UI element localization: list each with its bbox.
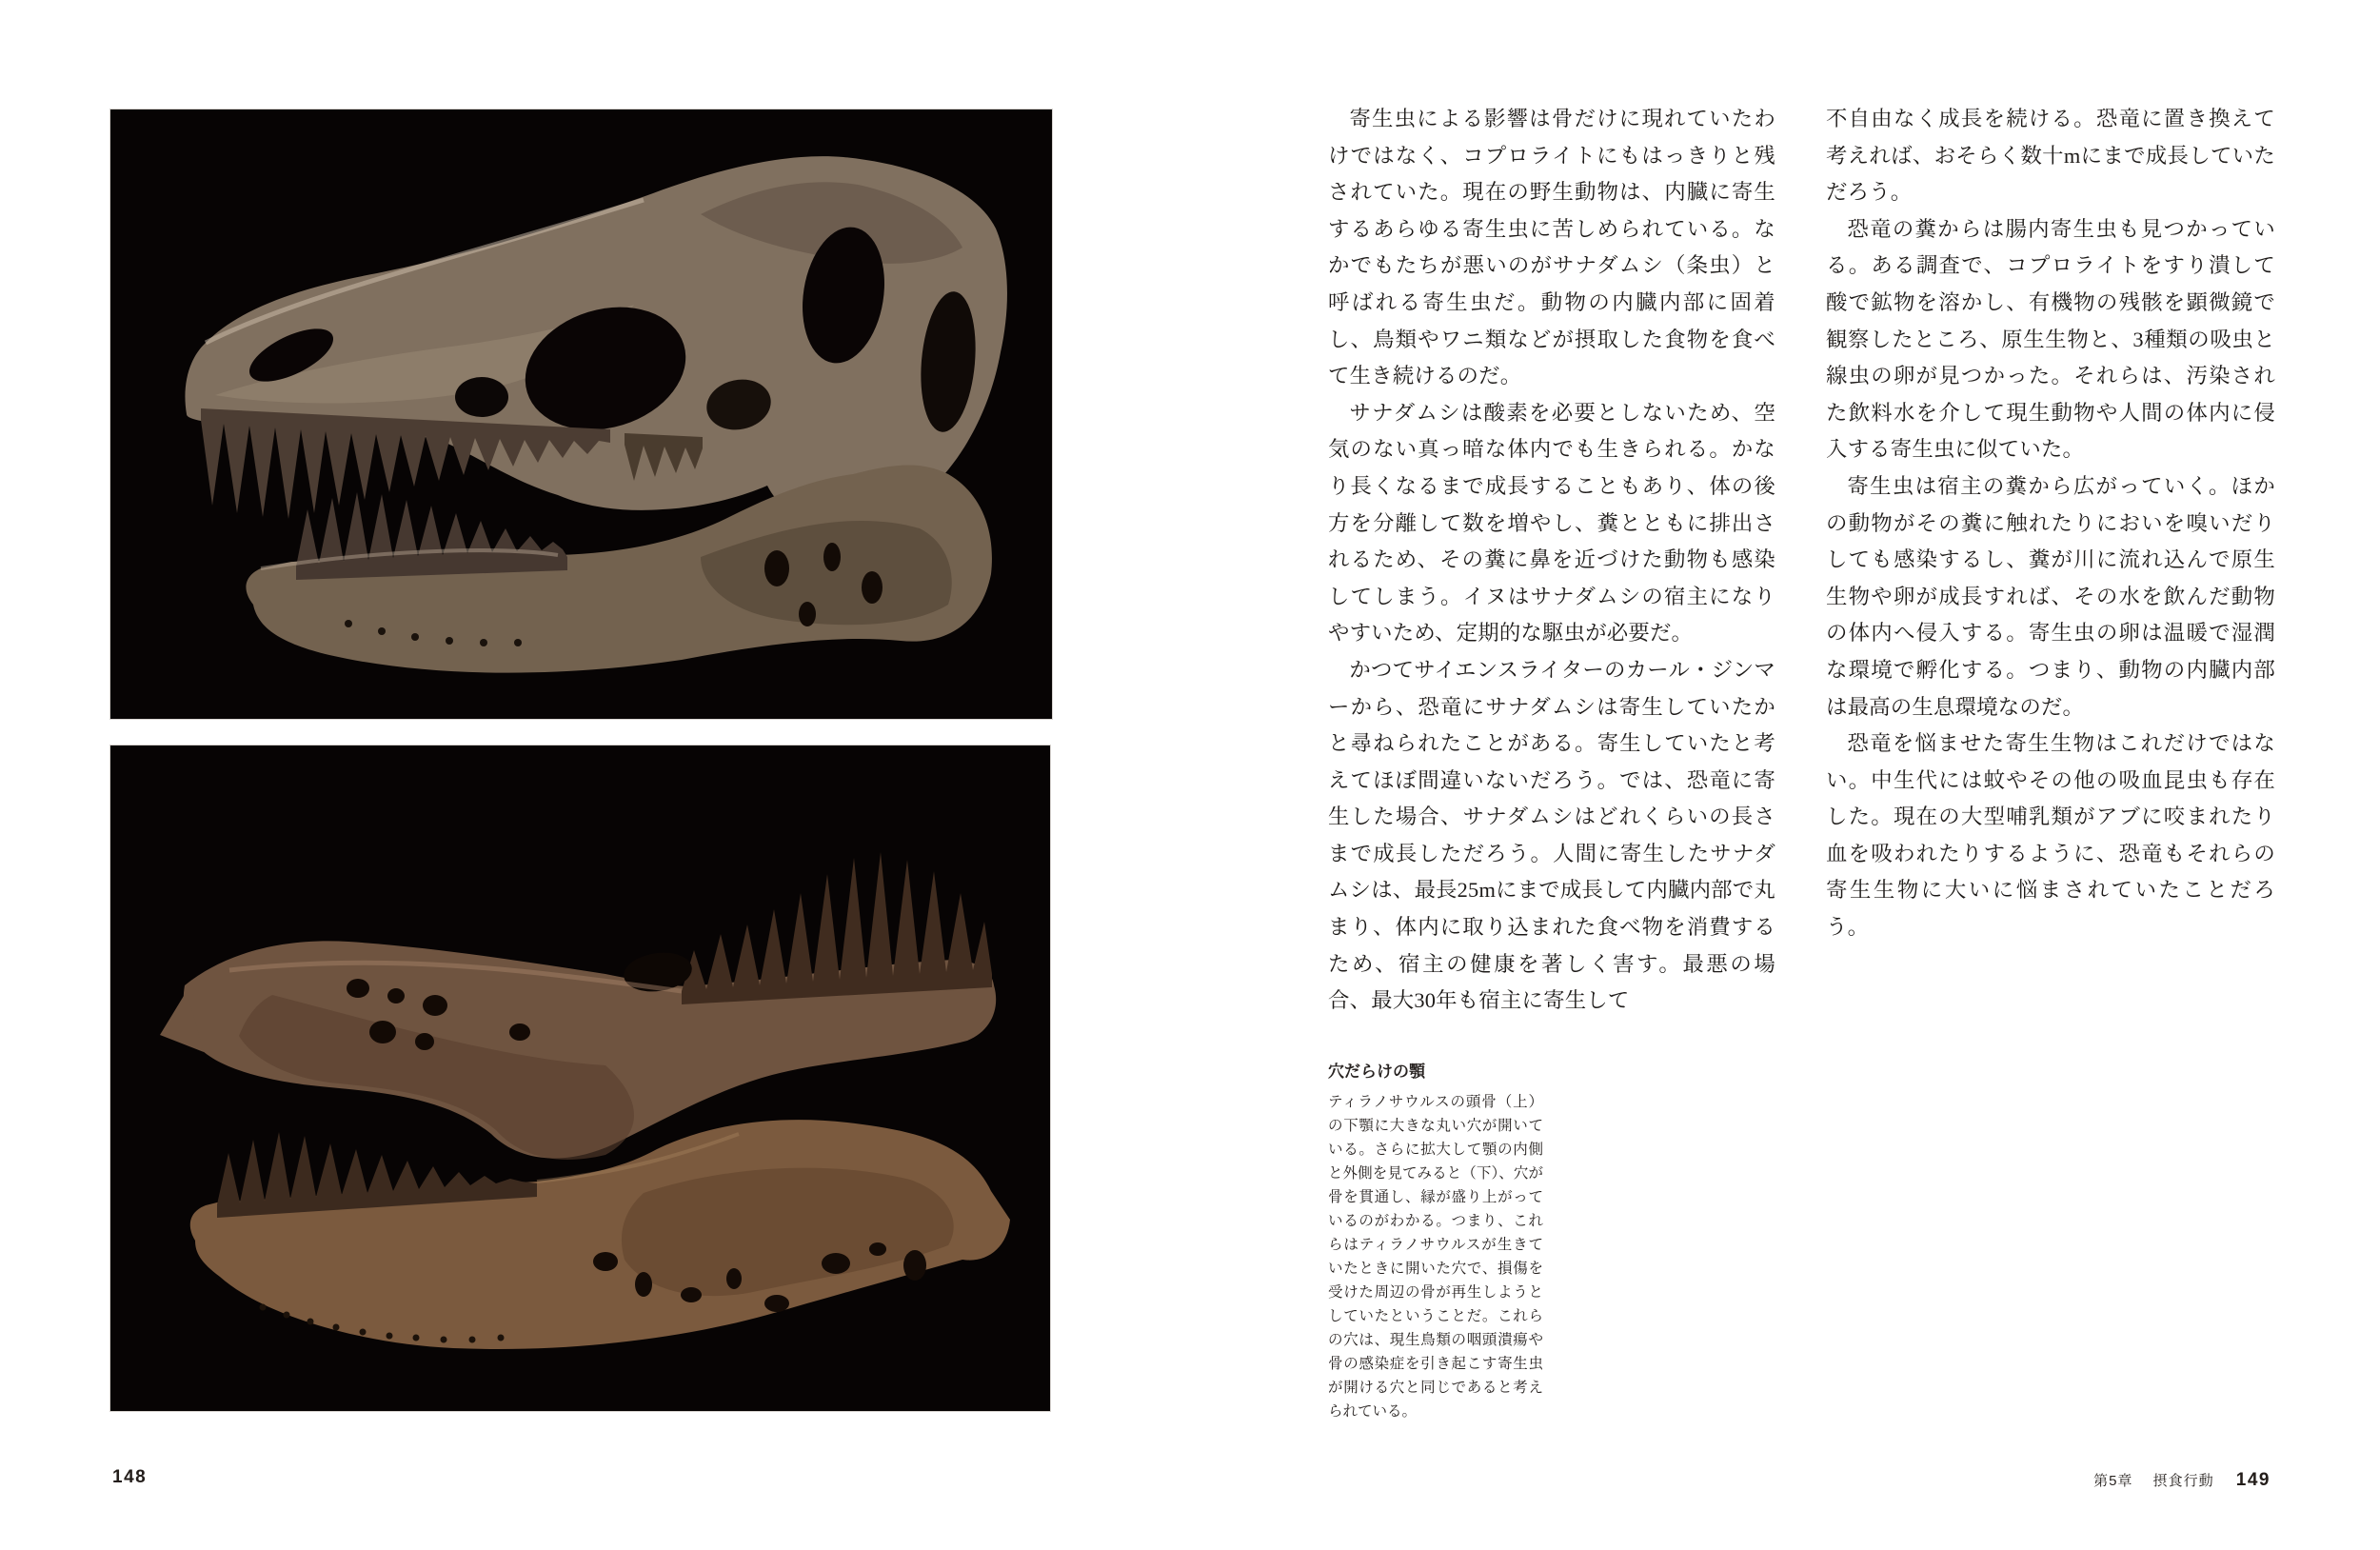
body-paragraph: かつてサイエンスライターのカール・ジンマーから、恐竜にサナダムシは寄生していたかと尋ねられたことがある。寄生していたと考えてほぼ間違いないだろう。では、恐竜に寄生した場合、サナダムシはどれくらいの長さまで成長しただろう。人間に寄生したサナダムシは、最長25mにまで成長して内臓内部で丸まり、体内に取り込まれた食べ物を消費するため、宿主の健康を著しく害す。最悪の場合、最大30年も宿主に寄生して — [1328, 657, 1775, 1013]
body-paragraph: サナダムシは酸素を必要としないため、空気のない真っ暗な体内でも生きられる。かなり長くなるまで成長することもあり、体の後方を分離して数を増やし、糞とともに排出されるため、その糞に鼻を近づけた動物も感染してしまう。イヌはサナダムシの宿主になりやすいため、定期的な駆虫が必要だ。 — [1328, 400, 1775, 646]
body-paragraph: 恐竜の糞からは腸内寄生虫も見つかっている。ある調査で、コプロライトをすり潰して酸で鉱物を溶かし、有機物の残骸を顕微鏡で観察したところ、原生生物と、3種類の吸虫と線虫の卵が見つかった。それらは、汚染された飲料水を介して現生動物や人間の体内に侵入する寄生虫に似ていた。 — [1826, 216, 2275, 462]
body-paragraph: 恐竜を悩ませた寄生生物はこれだけではない。中生代には蚊やその他の吸血昆虫も存在した。現在の大型哺乳類がアブに咬まれたり血を吸われたりするように、恐竜もそれらの寄生生物に大いに悩まされていたことだろう。 — [1826, 731, 2275, 940]
footer-right — [2093, 1470, 2271, 1491]
page-number-left: 148 — [112, 1467, 148, 1487]
jaw-illustration — [110, 745, 1050, 1411]
photo-caption — [1328, 1063, 1543, 1423]
page-number-right: 149 — [2235, 1470, 2271, 1490]
text-column-1 — [1328, 101, 1775, 1020]
text-column-2 — [1826, 101, 2275, 946]
caption-body: ティラノサウルスの頭骨（上）の下顎に大きな丸い穴が開いている。さらに拡大して顎の内側と外側を見てみると（下）、穴が骨を貫通し、縁が盛り上がっているのがわかる。つまり、これらはティラノサウルスが生きていたときに開いた穴で、損傷を受けた周辺の骨が再生しようとしていたということだ。これらの穴は、現生鳥類の咽頭潰瘍や骨の感染症を引き起こす寄生虫が開ける穴と同じであると考えられている。 — [1328, 1094, 1543, 1421]
chapter-label: 第5章 — [2093, 1473, 2133, 1489]
body-paragraph: 寄生虫は宿主の糞から広がっていく。ほかの動物がその糞に触れたりにおいを嗅いだりしても感染するし、糞が川に流れ込んで原生生物や卵が成長すれば、その水を飲んだ動物の体内へ侵入する。寄生虫の卵は温暖で湿潤な環境で孵化する。つまり、動物の内臓内部は最高の生息環境なのだ。 — [1826, 473, 2275, 719]
tyrannosaurus-skull-photo — [110, 109, 1052, 719]
skull-illustration — [110, 109, 1052, 719]
tyrannosaurus-jaw-photo — [110, 745, 1050, 1411]
section-label: 摂食行動 — [2152, 1473, 2214, 1489]
body-paragraph: 寄生虫による影響は骨だけに現れていたわけではなく、コプロライトにもはっきりと残されていた。現在の野生動物は、内臓に寄生するあらゆる寄生虫に苦しめられている。なかでもたちが悪いのがサナダムシ（条虫）と呼ばれる寄生虫だ。動物の内臓内部に固着し、鳥類やワニ類などが摂取した食物を食べて生き続けるのだ。 — [1328, 107, 1775, 388]
body-paragraph-continuation: 不自由なく成長を続ける。恐竜に置き換えて考えれば、おそらく数十mにまで成長していただろう。 — [1826, 107, 2275, 205]
caption-title: 穴だらけの顎 — [1328, 1063, 1425, 1081]
